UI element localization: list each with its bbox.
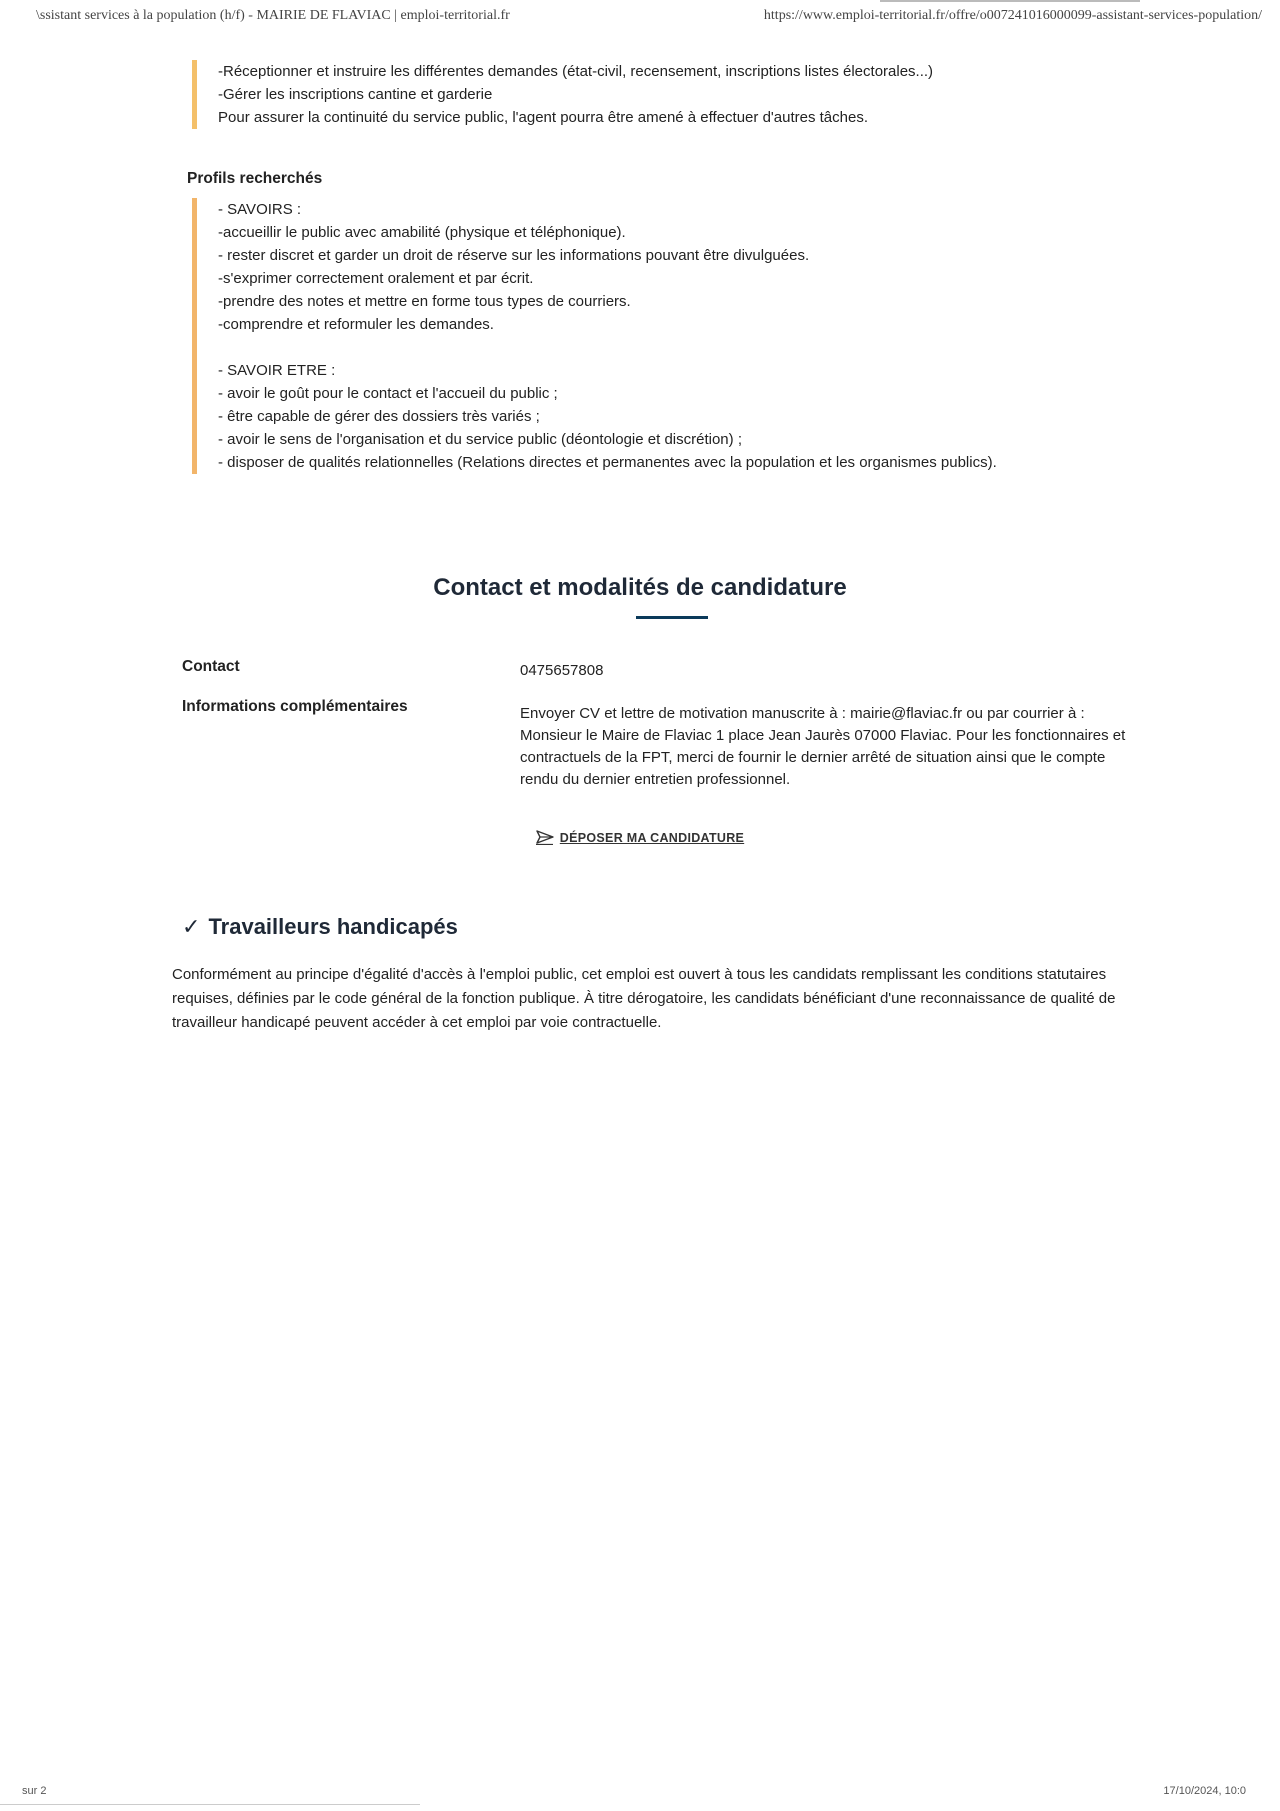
contact-phone: 0475657808	[520, 662, 604, 679]
profils-block	[192, 198, 1118, 474]
profil-line: - SAVOIR ETRE :	[218, 362, 336, 379]
missions-line: Pour assurer la continuité du service public, l'agent pourra être amené à effectuer d'autres tâches.	[218, 109, 868, 126]
contact-section-title: Contact et modalités de candidature	[433, 574, 847, 601]
missions-line: -Gérer les inscriptions cantine et garderie	[218, 86, 493, 103]
apply-container	[0, 829, 1280, 848]
section-title-underline	[636, 616, 708, 619]
print-header-title: \ssistant services à la population (h/f) - MAIRIE DE FLAVIAC | emploi-territorial.fr	[36, 8, 510, 23]
apply-button[interactable]	[536, 831, 744, 845]
check-icon: ✓	[182, 914, 201, 939]
profil-spacer	[218, 336, 1118, 359]
profil-line: - être capable de gérer des dossiers très variés ;	[218, 408, 540, 425]
header-rule	[880, 0, 1140, 2]
profil-line: - rester discret et garder un droit de réserve sur les informations pouvant être divulguées.	[218, 247, 810, 264]
missions-continued-block	[192, 60, 1118, 129]
info-label: Informations complémentaires	[182, 698, 408, 715]
profil-line: -accueillir le public avec amabilité (physique et téléphonique).	[218, 224, 626, 241]
print-header-url: https://www.emploi-territorial.fr/offre/o007241016000099-assistant-services-population/	[763, 8, 1262, 23]
profil-line: - SAVOIRS :	[218, 201, 302, 218]
profil-line: -comprendre et reformuler les demandes.	[218, 316, 494, 333]
travailleurs-body: Conformément au principe d'égalité d'accès à l'emploi public, cet emploi est ouvert à tous les candidats remplissant les conditions statutaires requises, définies par le code général de la fonction publique. À titre dérogatoire, les candidats bénéficiant d'une reconnaissance de qualité de travailleur handicapé peuvent accéder à cet emploi par voie contractuelle.	[172, 966, 1116, 1031]
missions-line: -Réceptionner et instruire les différentes demandes (état-civil, recensement, inscriptions listes électorales...)	[218, 63, 934, 80]
profil-line: - disposer de qualités relationnelles (Relations directes et permanentes avec la population et les organismes publics).	[218, 454, 997, 471]
profils-heading: Profils recherchés	[187, 170, 323, 187]
travailleurs-title	[182, 914, 458, 940]
info-value: Envoyer CV et lettre de motivation manuscrite à : mairie@flaviac.fr ou par courrier à : Monsieur le Maire de Flaviac 1 place Jean Jaurès 07000 Flaviac. Pour les fonctionnaires et contractuels de la FPT, merci de fournir le dernier arrêté de situation ainsi que le compte rendu du dernier entretien professionnel.	[520, 705, 1126, 788]
print-datetime: 17/10/2024, 10:0	[1163, 1785, 1246, 1797]
contact-label: Contact	[182, 658, 240, 675]
profil-line: -prendre des notes et mettre en forme tous types de courriers.	[218, 293, 631, 310]
travailleurs-title-text: Travailleurs handicapés	[208, 914, 458, 939]
send-icon	[536, 829, 554, 848]
profil-line: -s'exprimer correctement oralement et par écrit.	[218, 270, 534, 287]
apply-label: DÉPOSER MA CANDIDATURE	[559, 831, 745, 845]
footer-rule	[0, 1804, 420, 1805]
page-number: sur 2	[22, 1785, 47, 1797]
profil-line: - avoir le goût pour le contact et l'accueil du public ;	[218, 385, 558, 402]
profil-line: - avoir le sens de l'organisation et du service public (déontologie et discrétion) ;	[218, 431, 742, 448]
